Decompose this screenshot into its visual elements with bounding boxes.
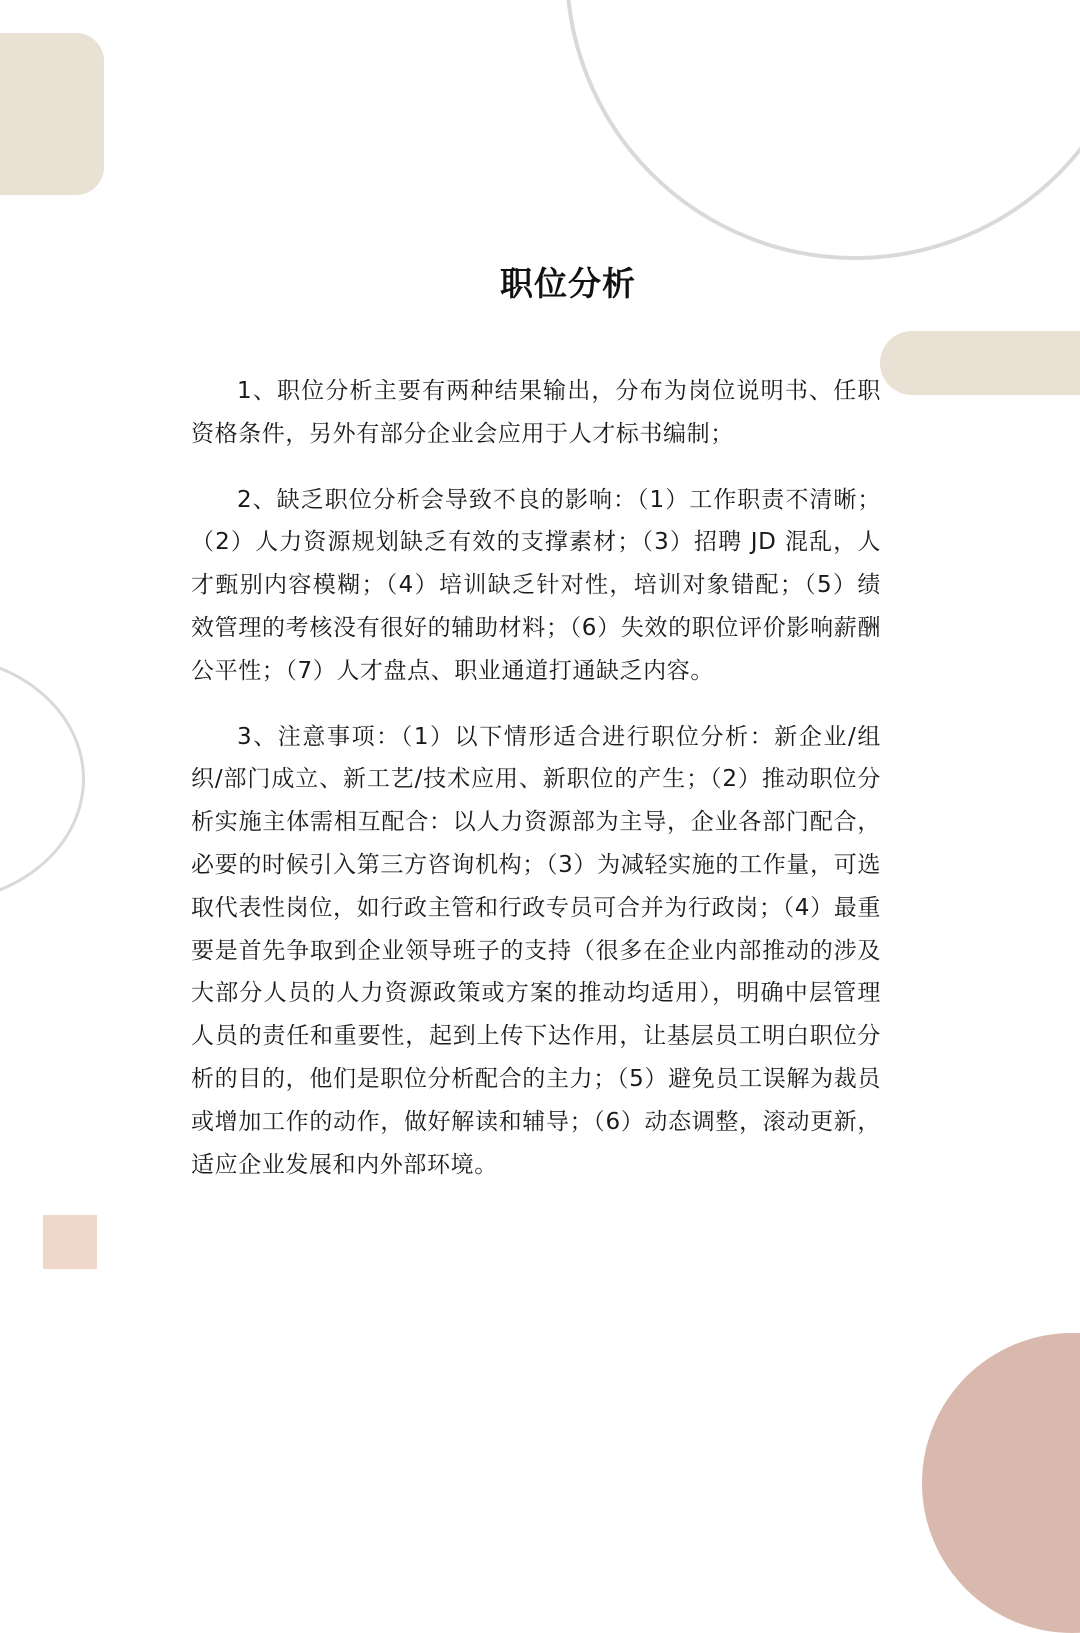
- document-body: [191, 370, 881, 1209]
- paragraph-1: 1、职位分析主要有两种结果输出，分布为岗位说明书、任职资格条件，另外有部分企业会应用于人才标书编制；: [191, 378, 881, 447]
- paragraph-2: 2、缺乏职位分析会导致不良的影响：（1）工作职责不清晰；（2）人力资源规划缺乏有效的支撑素材；（3）招聘 JD 混乱，人才甄别内容模糊；（4）培训缺乏针对性，培训对象错配；（5）绩效管理的考核没有很好的辅助材料；（6）失效的职位评价影响薪酬公平性；（7）人才盘点、职业通道打通缺乏内容。: [191, 486, 881, 684]
- decorative-rounded-square: [0, 33, 104, 195]
- paragraph-3: 3、注意事项：（1）以下情形适合进行职位分析：新企业/组织/部门成立、新工艺/技术应用、新职位的产生；（2）推动职位分析实施主体需相互配合：以人力资源部为主导，企业各部门配合，必要的时候引入第三方咨询机构；（3）为减轻实施的工作量，可选取代表性岗位，如行政主管和行政专员可合并为行政岗；（4）最重要是首先争取到企业领导班子的支持（很多在企业内部推动的涉及大部分人员的人力资源政策或方案的推动均适用），明确中层管理人员的责任和重要性，起到上传下达作用，让基层员工明白职位分析的目的，他们是职位分析配合的主力；（5）避免员工误解为裁员或增加工作的动作，做好解读和辅导；（6）动态调整，滚动更新，适应企业发展和内外部环境。: [191, 723, 881, 1178]
- decorative-small-square: [43, 1215, 97, 1269]
- decorative-circle-outline-left: [0, 655, 85, 903]
- decorative-pill-shape: [880, 331, 1080, 395]
- page-title: 职位分析: [500, 264, 636, 304]
- decorative-quarter-circle: [922, 1333, 1080, 1633]
- decorative-circle-outline-top: [565, 0, 1080, 260]
